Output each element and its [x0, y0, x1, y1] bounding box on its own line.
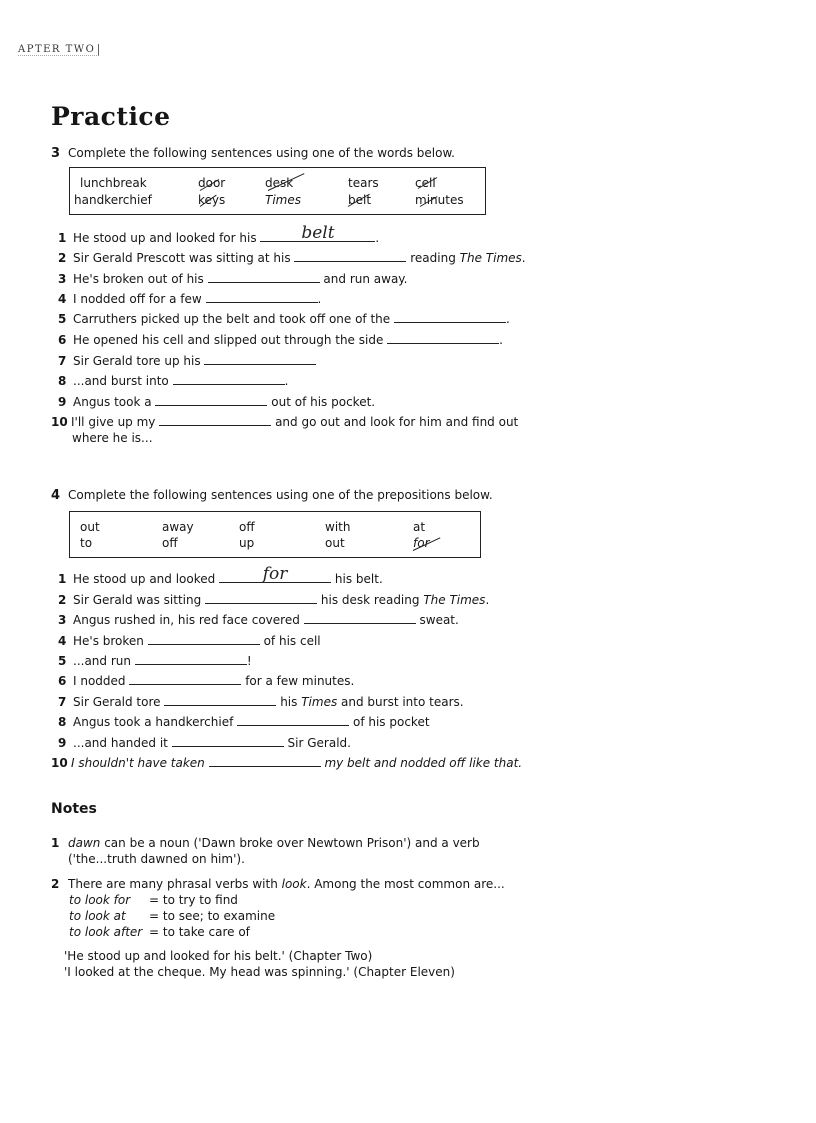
exercise-3-instruction: 3 Complete the following sentences using one of the words below. — [51, 146, 455, 161]
exercise-3-question: 2 Sir Gerald Prescott was sitting at his reading The Times. — [58, 251, 526, 265]
word: at — [413, 520, 426, 534]
exercise-4-question: 10 I shouldn't have taken my belt and nodded off like that. — [51, 756, 523, 770]
exercise-4-question: 6 I nodded for a few minutes. — [58, 674, 355, 688]
exercise-4-question: 8 Angus took a handkerchief of his pocket — [58, 715, 430, 729]
answer-blank[interactable] — [394, 310, 506, 323]
note-item: 2 There are many phrasal verbs with look. Among the most common are... — [51, 877, 505, 891]
exercise-4-word-box — [69, 511, 481, 558]
answer-blank[interactable] — [155, 393, 267, 406]
exercise-3-question: 7 Sir Gerald tore up his — [58, 352, 316, 369]
answer-blank[interactable] — [172, 734, 284, 747]
answer-blank[interactable] — [135, 652, 247, 665]
phrasal-verb: to look for = to try to find — [69, 893, 238, 907]
word: up — [239, 536, 255, 550]
exercise-3-question: 3 He's broken out of his and run away. — [58, 272, 408, 286]
word: minutes — [415, 193, 464, 207]
phrasal-verb: to look at = to see; to examine — [69, 909, 276, 923]
exercise-3-question: 8 ...and burst into . — [58, 374, 289, 388]
exercise-4-question: 5 ...and run ! — [58, 654, 252, 668]
answer-blank[interactable] — [387, 331, 499, 344]
exercise-4-question: 4 He's broken of his cell — [58, 634, 321, 648]
answer-blank[interactable] — [148, 632, 260, 645]
phrasal-verb: to look after = to take care of — [69, 925, 250, 939]
exercise-3-question: 5 Carruthers picked up the belt and took off one of the . — [58, 312, 510, 326]
word: cell — [415, 176, 436, 190]
chapter-tag: APTER TWO — [18, 44, 99, 56]
word: off — [239, 520, 255, 534]
answer-blank[interactable] — [294, 249, 406, 262]
word: belt — [348, 193, 372, 207]
word: out — [325, 536, 345, 550]
notes-heading: Notes — [51, 801, 97, 817]
handwritten-answer: for — [262, 564, 288, 584]
exercise-number: 4 — [51, 488, 61, 503]
answer-blank[interactable] — [304, 611, 416, 624]
answer-blank[interactable] — [206, 290, 318, 303]
exercise-3-word-box — [69, 167, 486, 215]
answer-blank[interactable] — [173, 372, 285, 385]
example-quote: 'I looked at the cheque. My head was spinning.' (Chapter Eleven) — [64, 965, 455, 979]
exercise-3-question: 1 He stood up and looked for his belt . — [58, 223, 380, 245]
word: out — [80, 520, 100, 534]
answer-blank[interactable] — [205, 591, 317, 604]
word: tears — [348, 176, 379, 190]
note-item: 1 dawn can be a noun ('Dawn broke over Newtown Prison') and a verb ('the...truth dawned on him'). — [51, 836, 480, 866]
exercise-4-instruction: 4 Complete the following sentences using one of the prepositions below. — [51, 488, 493, 503]
word: for — [413, 536, 430, 550]
answer-blank[interactable] — [237, 713, 349, 726]
answer-blank[interactable] — [209, 754, 321, 767]
answer-blank[interactable] — [204, 352, 316, 365]
exercise-3-question: 9 Angus took a out of his pocket. — [58, 395, 376, 409]
word: to — [80, 536, 93, 550]
word: off — [162, 536, 178, 550]
word: keys — [198, 193, 226, 207]
exercise-3-question: 4 I nodded off for a few . — [58, 292, 322, 306]
handwritten-answer: belt — [301, 223, 335, 243]
exercise-4-question: 1 He stood up and looked for his belt. — [58, 564, 383, 586]
answer-blank[interactable] — [159, 413, 271, 426]
word: desk — [265, 176, 294, 190]
exercise-4-question: 9 ...and handed it Sir Gerald. — [58, 736, 351, 750]
word: door — [198, 176, 226, 190]
answer-blank[interactable] — [219, 564, 331, 584]
answer-blank[interactable] — [164, 693, 276, 706]
exercise-4-question: 7 Sir Gerald tore his Times and burst into tears. — [58, 695, 464, 709]
word: Times — [265, 193, 301, 207]
word: lunchbreak — [80, 176, 147, 190]
exercise-number: 3 — [51, 146, 61, 161]
example-quote: 'He stood up and looked for his belt.' (Chapter Two) — [64, 949, 373, 963]
answer-blank[interactable] — [129, 672, 241, 685]
word: handkerchief — [74, 193, 152, 207]
exercise-3-question: 10 I'll give up my and go out and look for him and find out where he is... — [51, 415, 519, 445]
answer-blank[interactable] — [260, 223, 375, 243]
page-title: Practice — [51, 102, 171, 131]
exercise-4-question: 2 Sir Gerald was sitting his desk reading The Times. — [58, 593, 490, 607]
answer-blank[interactable] — [208, 270, 320, 283]
word: away — [162, 520, 194, 534]
exercise-3-question: 6 He opened his cell and slipped out through the side . — [58, 333, 503, 347]
exercise-4-question: 3 Angus rushed in, his red face covered sweat. — [58, 613, 459, 627]
word: with — [325, 520, 351, 534]
